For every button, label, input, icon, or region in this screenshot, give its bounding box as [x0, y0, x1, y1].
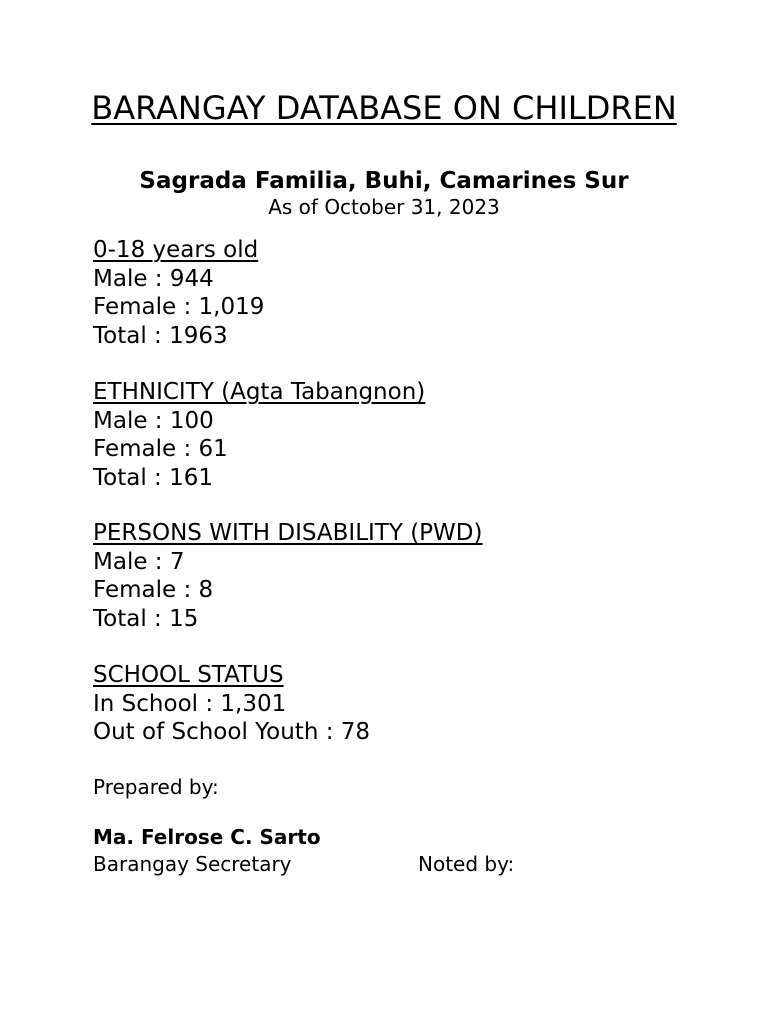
document-subtitle: Sagrada Familia, Buhi, Camarines Sur: [139, 168, 629, 194]
section-heading: SCHOOL STATUS: [93, 662, 284, 688]
signer-position: Barangay Secretary: [93, 852, 292, 876]
noted-by-label: Noted by:: [418, 852, 515, 876]
prepared-by-label: Prepared by:: [93, 775, 219, 799]
stat-male: Male : 944: [93, 265, 214, 292]
stat-total: Total : 161: [93, 464, 213, 491]
section-pwd: [93, 519, 733, 633]
document-title: [0, 88, 768, 128]
section-heading: ETHNICITY (Agta Tabangnon): [93, 379, 426, 405]
document-title-text: BARANGAY DATABASE ON CHILDREN: [91, 89, 677, 127]
stat-female: Female : 1,019: [93, 294, 265, 320]
stat-in-school: In School : 1,301: [93, 690, 287, 717]
section-heading: PERSONS WITH DISABILITY (PWD): [93, 520, 483, 546]
section-ethnicity: [93, 378, 733, 492]
signer-name: Ma. Felrose C. Sarto: [93, 825, 321, 849]
stat-female: Female : 8: [93, 577, 214, 603]
section-school-status: [93, 661, 733, 747]
section-age-group: [93, 236, 733, 350]
stat-female: Female : 61: [93, 436, 228, 462]
stat-male: Male : 100: [93, 407, 214, 434]
stat-total: Total : 1963: [93, 322, 228, 349]
stat-out-of-school: Out of School Youth : 78: [93, 719, 371, 745]
stat-male: Male : 7: [93, 548, 185, 575]
section-heading: 0-18 years old: [93, 237, 259, 263]
stat-total: Total : 15: [93, 605, 199, 632]
as-of-date: As of October 31, 2023: [268, 195, 500, 219]
